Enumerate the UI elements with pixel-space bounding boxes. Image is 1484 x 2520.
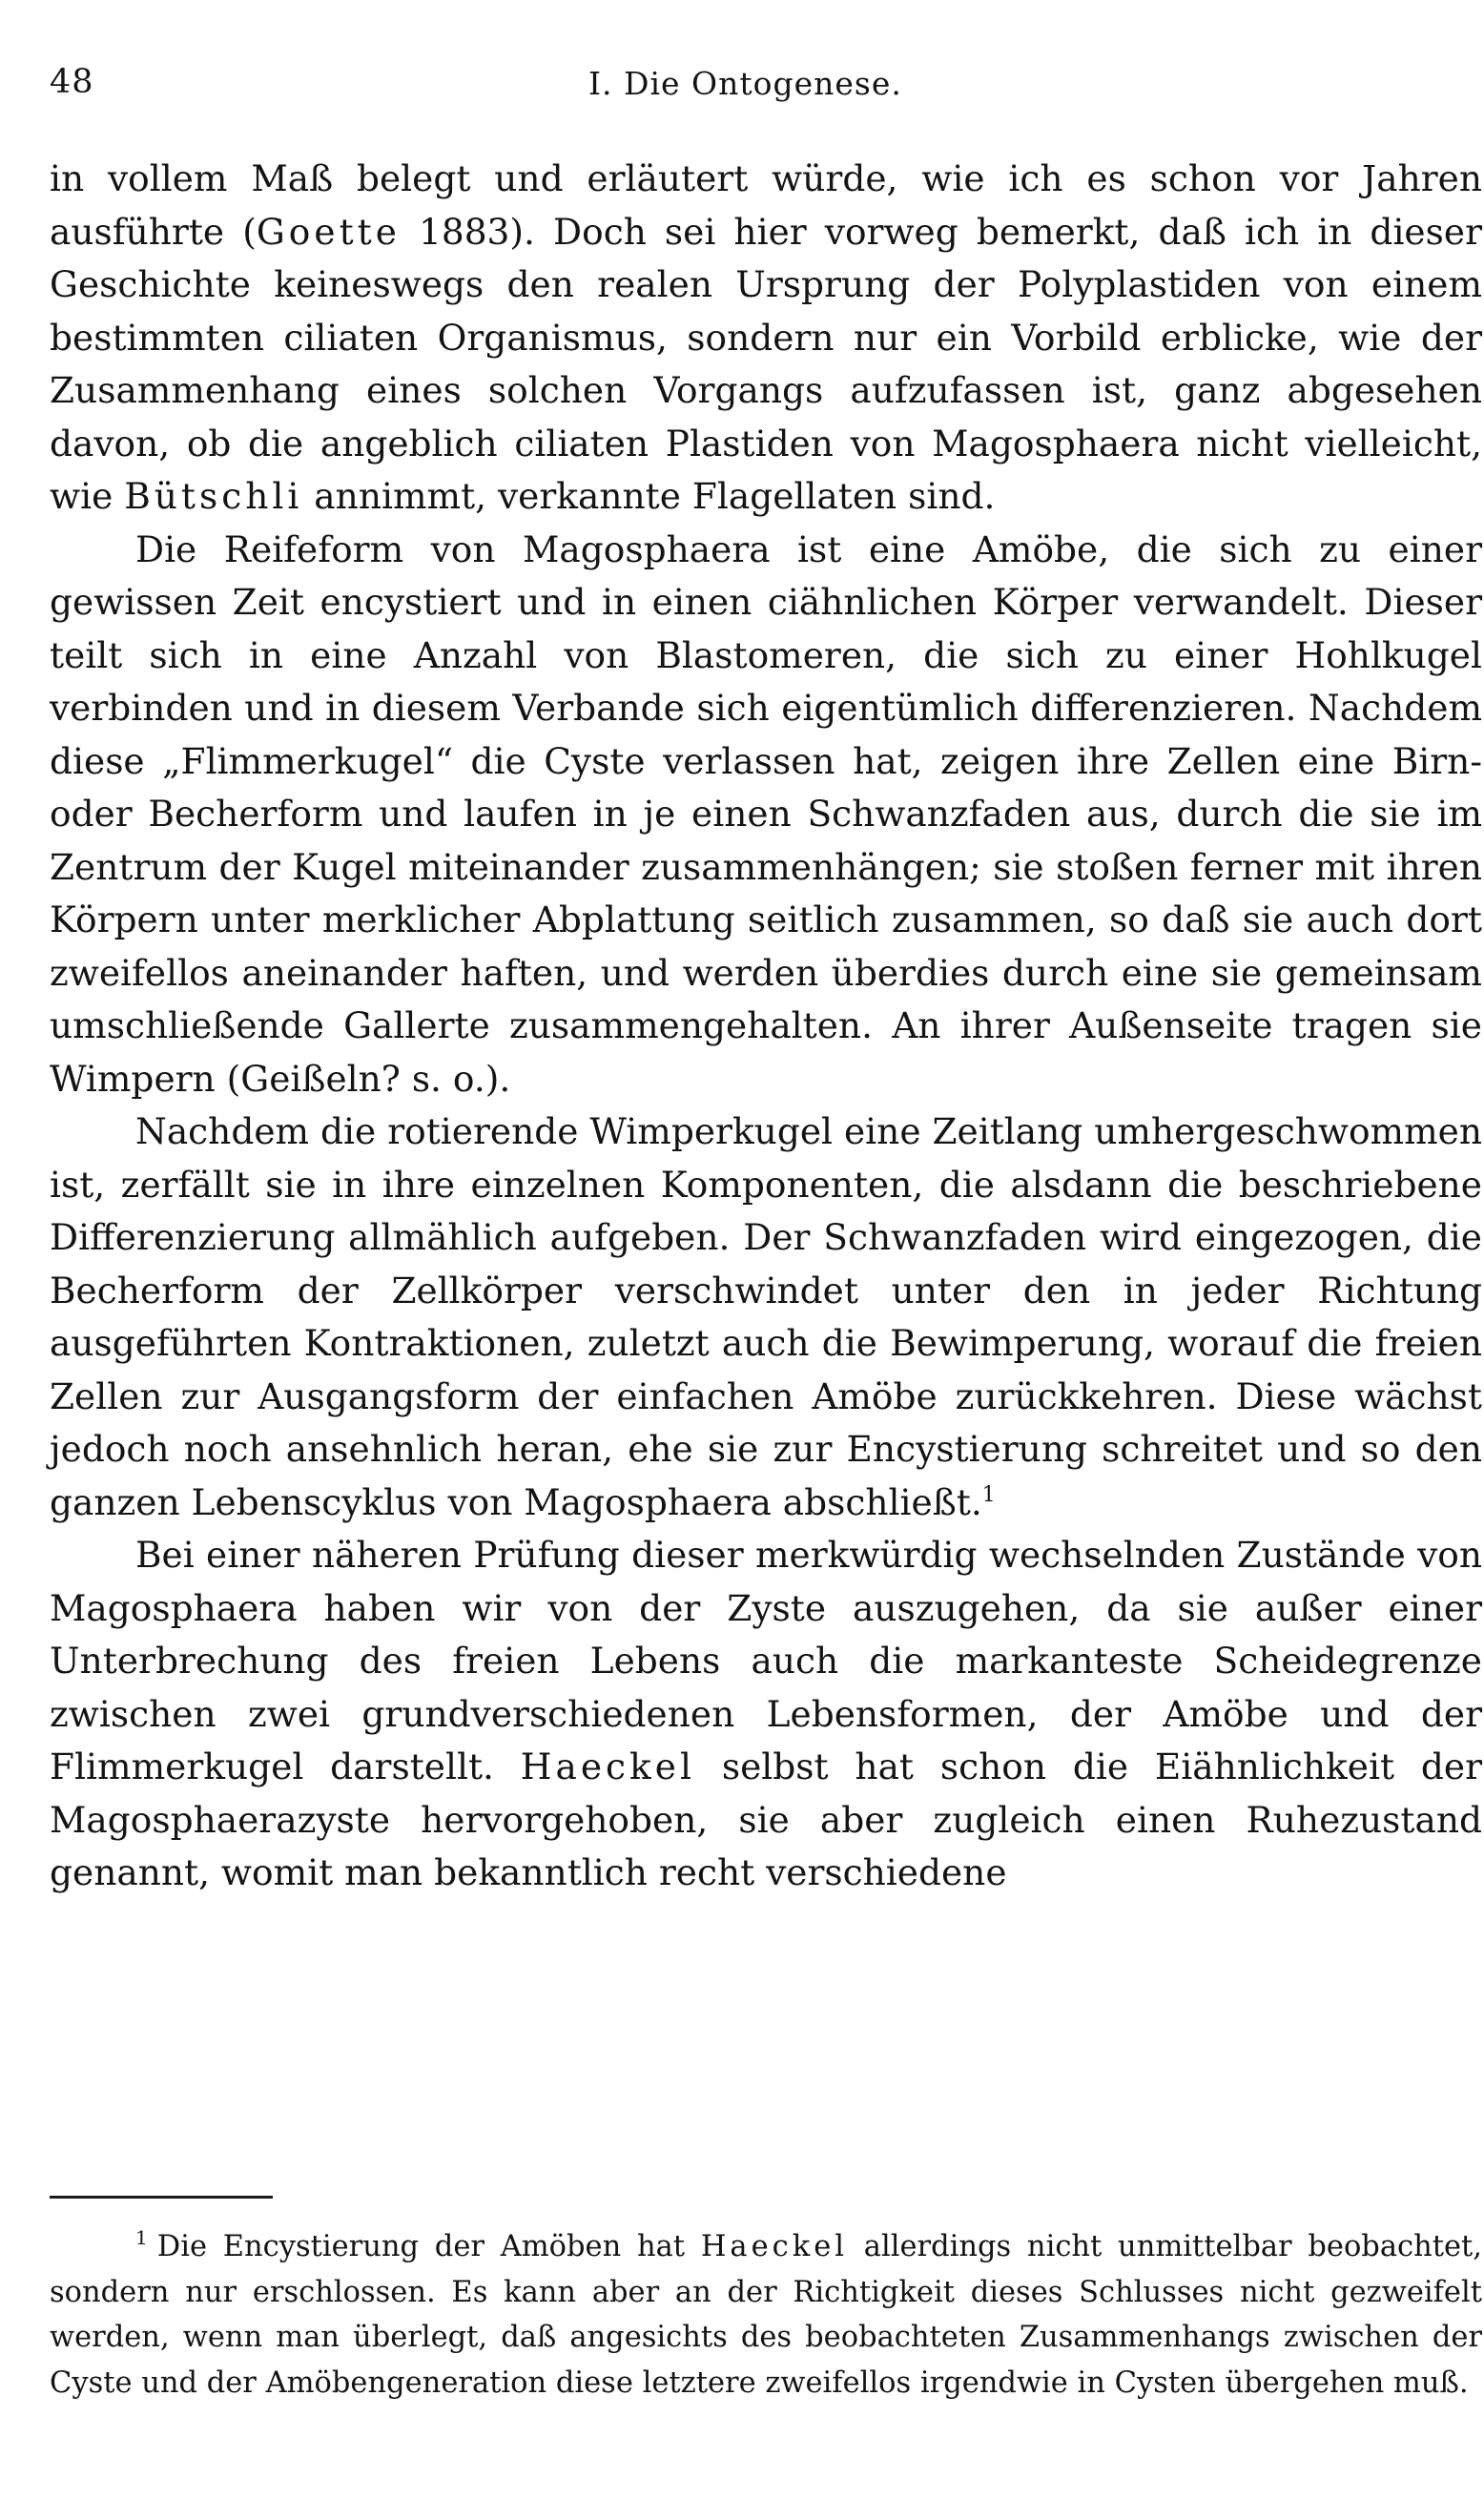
book-page: [50, 0, 1483, 2520]
running-head: I. Die Ontogenese.: [588, 65, 902, 102]
paragraph-1-part-a: in vollem Maß belegt und erläutert würde, wie ich es schon vor Jahren ausführte (: [50, 157, 1482, 253]
paragraph-4: [50, 1529, 1482, 1900]
paragraph-1-part-b: 1883). Doch sei hier vorweg bemerkt, daß ich in dieser Geschichte keineswegs den realen Ursprung der Polyplastiden von einem bestimmten ciliaten Organismus, sondern nur ein Vorbild erblicke, wie der Zusammenhang eines solchen Vorgangs aufzufassen ist, ganz abgesehen davon, ob die angeblich ciliaten Plastiden von Magosphaera nicht vielleicht, wie: [50, 210, 1482, 517]
page-number: 48: [50, 63, 94, 101]
author-haeckel: Haeckel: [520, 1745, 695, 1787]
footnote-reference[interactable]: 1: [981, 1482, 996, 1507]
author-butschli: Bütschli: [124, 475, 303, 517]
footnotes: [50, 2224, 1482, 2406]
footnote-author-haeckel: Haeckel: [700, 2230, 849, 2263]
footnote-1-part-b: allerdings nicht unmittelbar beobachtet, sondern nur erschlossen. Es kann aber an der Richtigkeit dieses Schlusses nicht gezweifelt werden, wenn man überlegt, daß angesichts des beobachteten Zusammenhangs zwischen der Cyste und der Amöbengeneration diese letztere zweifellos irgendwie in Cysten übergehen muß.: [50, 2230, 1482, 2400]
footnote-1-part-a: Die Encystierung der Amöben hat: [156, 2230, 701, 2263]
main-text: [50, 153, 1482, 1900]
author-goette: Goette: [256, 210, 401, 253]
footnote-1: [50, 2224, 1482, 2406]
footnote-marker: 1: [135, 2226, 148, 2249]
paragraph-1-part-c: annimmt, verkannte Flagellaten sind.: [302, 475, 996, 517]
paragraph-4-part-a: Bei einer näheren Prüfung dieser merkwürdig wechselnden Zustände von Magosphaera haben wir von der Zyste auszugehen, da sie außer einer Unterbrechung des freien Lebens auch die markanteste Scheidegrenze zwischen zwei grundverschiedenen Lebensformen, der Amöbe und der Flimmerkugel darstellt.: [50, 1534, 1482, 1787]
paragraph-3-text: Nachdem die rotierende Wimperkugel eine Zeitlang umhergeschwommen ist, zerfällt sie in ihre einzelnen Komponenten, die alsdann die beschriebene Differenzierung allmählich aufgeben. Der Schwanzfaden wird eingezogen, die Becherform der Zellkörper verschwindet unter den in jeder Richtung ausgeführten Kontraktionen, zuletzt auch die Bewimperung, worauf die freien Zellen zur Ausgangsform der einfachen Amöbe zurückkehren. Diese wächst jedoch noch ansehnlich heran, ehe sie zur Encystierung schreitet und so den ganzen Lebenscyklus von Magosphaera abschließt.: [50, 1110, 1482, 1523]
footnote-divider: [50, 2196, 273, 2199]
paragraph-3: [50, 1105, 1482, 1529]
paragraph-2: Die Reifeform von Magosphaera ist eine Amöbe, die sich zu einer gewissen Zeit encystiert und in einen ciähnlichen Körper verwandelt. Dieser teilt sich in eine Anzahl von Blastomeren, die sich zu einer Hohlkugel verbinden und in diesem Verbande sich eigentümlich differenzieren. Nachdem diese „Flimmerkugel“ die Cyste verlassen hat, zeigen ihre Zellen eine Birn- oder Becherform und laufen in je einen Schwanzfaden aus, durch die sie im Zentrum der Kugel miteinander zusammenhängen; sie stoßen ferner mit ihren Körpern unter merklicher Abplattung seitlich zusammen, so daß sie auch dort zweifellos aneinander haften, und werden überdies durch eine sie gemeinsam umschließende Gallerte zusammengehalten. An ihrer Außenseite tragen sie Wimpern (Geißeln? s. o.).: [50, 527, 1482, 1100]
page-header: [50, 63, 1480, 111]
paragraph-1: [50, 153, 1482, 524]
paragraph-4-part-b: selbst hat schon die Eiähnlichkeit der Magosphaerazyste hervorgehoben, sie aber zugleich einen Ruhezustand genannt, womit man bekanntlich recht verschiedene: [50, 1745, 1483, 1893]
